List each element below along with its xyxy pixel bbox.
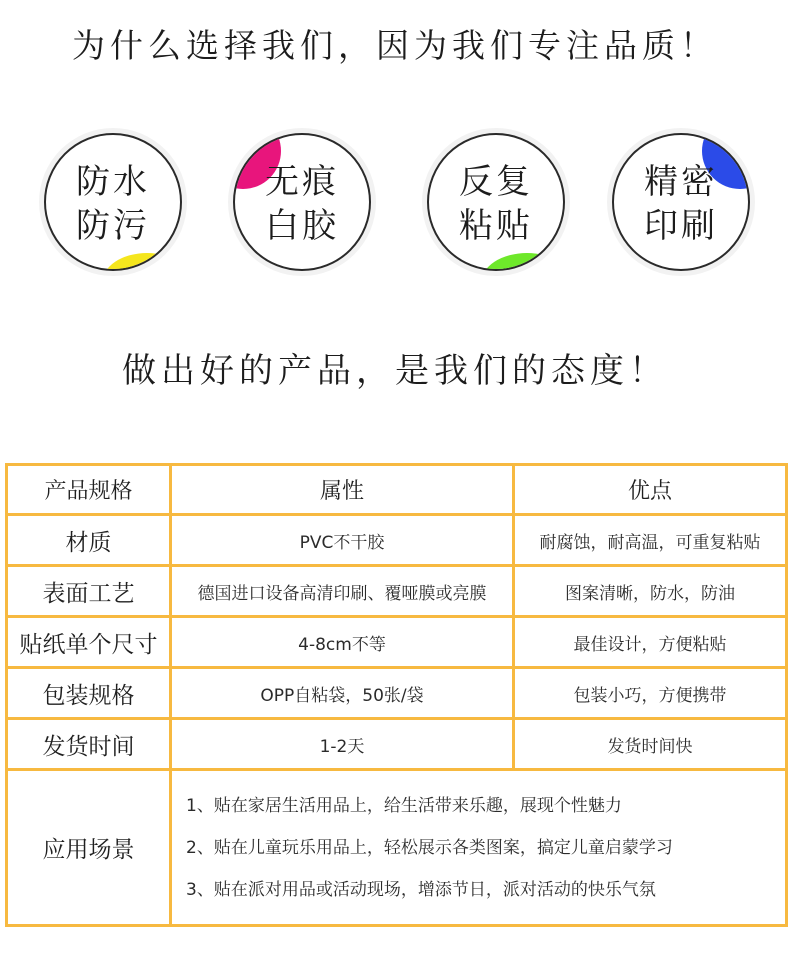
- table-header-row: [7, 465, 787, 515]
- row-attribute: PVC不干胶: [171, 515, 514, 566]
- badge-precision-print: [612, 133, 750, 271]
- badge-line2: 白胶: [265, 206, 339, 246]
- badge-line1: 反复: [459, 162, 533, 202]
- page-headline: 为什么选择我们，因为我们专注品质！: [72, 26, 718, 65]
- header-spec: 产品规格: [7, 465, 171, 515]
- attitude-headline: 做出好的产品，是我们的态度！: [122, 351, 668, 391]
- badge-accent: [481, 253, 565, 271]
- row-label: 发货时间: [7, 719, 171, 770]
- row-attribute: 1-2天: [171, 719, 514, 770]
- badge-line1: 防水: [76, 162, 150, 202]
- row-merit: 图案清晰，防水，防油: [514, 566, 787, 617]
- scenes-list: [171, 770, 787, 926]
- scene-item: 2、贴在儿童玩乐用品上，轻松展示各类图案，搞定儿童启蒙学习: [186, 837, 673, 858]
- row-merit: 耐腐蚀，耐高温，可重复粘贴: [514, 515, 787, 566]
- row-label: 材质: [7, 515, 171, 566]
- row-attribute: 德国进口设备高清印刷、覆哑膜或亮膜: [171, 566, 514, 617]
- scenes-label: 应用场景: [7, 770, 171, 926]
- spec-table: [5, 463, 788, 927]
- badge-line2: 防污: [76, 206, 150, 246]
- scene-item: 3、贴在派对用品或活动现场，增添节日，派对活动的快乐气氛: [186, 879, 656, 900]
- table-row: [7, 617, 787, 668]
- row-merit: 发货时间快: [514, 719, 787, 770]
- feature-badges: [0, 133, 790, 273]
- row-label: 包装规格: [7, 668, 171, 719]
- badge-reusable: [427, 133, 565, 271]
- row-label: 表面工艺: [7, 566, 171, 617]
- row-merit: 最佳设计，方便粘贴: [514, 617, 787, 668]
- table-row: [7, 668, 787, 719]
- badge-traceless: [233, 133, 371, 271]
- badge-line1: 无痕: [265, 162, 339, 202]
- row-attribute: OPP自粘袋，50张/袋: [171, 668, 514, 719]
- badge-line1: 精密: [644, 162, 718, 202]
- scene-item: 1、贴在家居生活用品上，给生活带来乐趣，展现个性魅力: [186, 795, 622, 816]
- header-attribute: 属性: [171, 465, 514, 515]
- row-attribute: 4-8cm不等: [171, 617, 514, 668]
- badge-accent: [102, 253, 182, 271]
- header-merit: 优点: [514, 465, 787, 515]
- row-label: 贴纸单个尺寸: [7, 617, 171, 668]
- scenes-row: [7, 770, 787, 926]
- badge-line2: 印刷: [644, 206, 718, 246]
- table-row: [7, 566, 787, 617]
- table-row: [7, 515, 787, 566]
- row-merit: 包装小巧，方便携带: [514, 668, 787, 719]
- table-row: [7, 719, 787, 770]
- badge-line2: 粘贴: [459, 206, 533, 246]
- badge-waterproof: [44, 133, 182, 271]
